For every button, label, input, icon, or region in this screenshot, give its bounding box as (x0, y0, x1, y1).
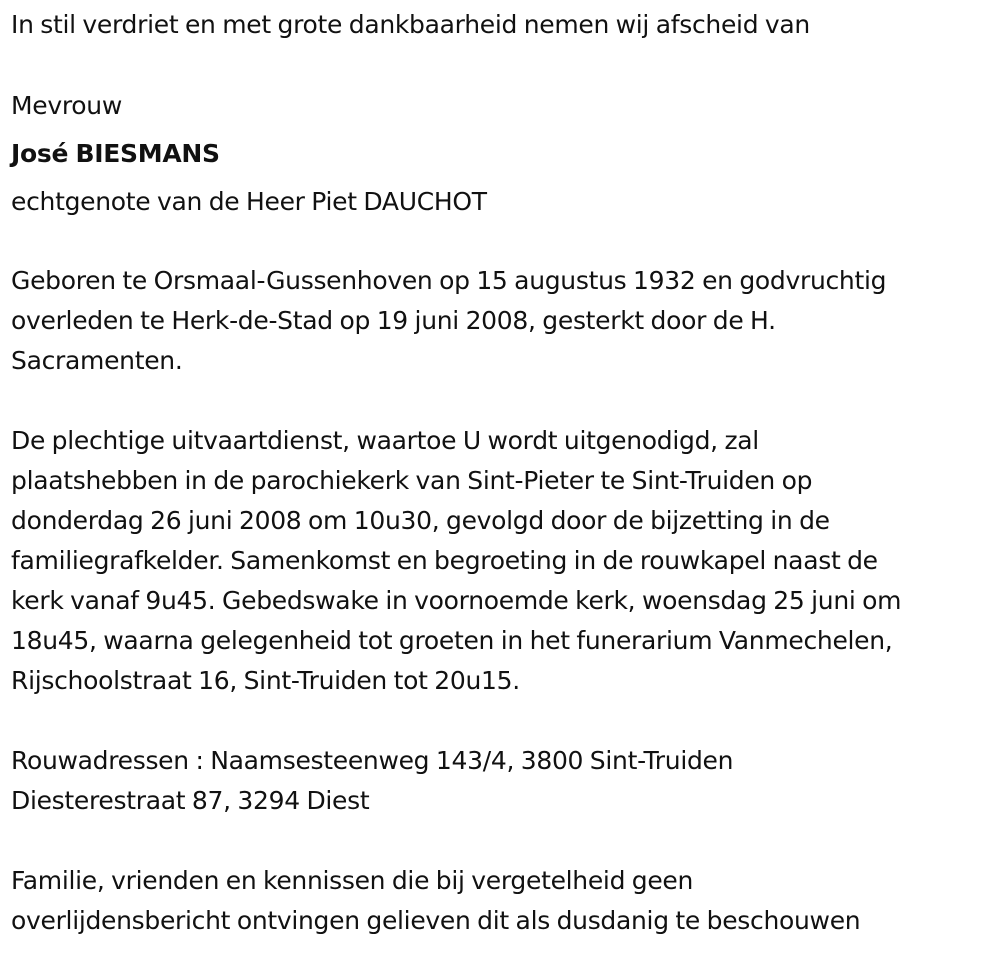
funeral-line: donderdag 26 juni 2008 om 10u30, gevolgd door de bijzetting in de (11, 506, 830, 535)
funeral-line: 18u45, waarna gelegenheid tot groeten in het funerarium Vanmechelen, (11, 626, 893, 655)
spouse-text: echtgenote van de Heer Piet DAUCHOT (11, 187, 487, 216)
funeral-line: De plechtige uitvaartdienst, waartoe U wordt uitgenodigd, zal (11, 426, 759, 455)
closing-line: Familie, vrienden en kennissen die bij vergetelheid geen (11, 866, 694, 895)
birth-death-line: Geboren te Orsmaal-Gussenhoven op 15 augustus 1932 en godvruchtig (11, 266, 887, 295)
birth-death-line: Sacramenten. (11, 346, 183, 375)
address-line: Rouwadressen : Naamsesteenweg 143/4, 3800 Sint-Truiden (11, 746, 734, 775)
funeral-line: Rijschoolstraat 16, Sint-Truiden tot 20u15. (11, 666, 520, 695)
birth-death-line: overleden te Herk-de-Stad op 19 juni 2008, gesterkt door de H. (11, 306, 776, 335)
funeral-line: plaatshebben in de parochiekerk van Sint-Pieter te Sint-Truiden op (11, 466, 813, 495)
intro-text: In stil verdriet en met grote dankbaarheid nemen wij afscheid van (11, 10, 810, 39)
deceased-name: José BIESMANS (11, 139, 220, 168)
honorific: Mevrouw (11, 91, 122, 120)
funeral-line: kerk vanaf 9u45. Gebedswake in voornoemde kerk, woensdag 25 juni om (11, 586, 902, 615)
funeral-line: familiegrafkelder. Samenkomst en begroeting in de rouwkapel naast de (11, 546, 878, 575)
closing-line: overlijdensbericht ontvingen gelieven dit als dusdanig te beschouwen (11, 906, 861, 935)
address-line: Diesterestraat 87, 3294 Diest (11, 786, 370, 815)
